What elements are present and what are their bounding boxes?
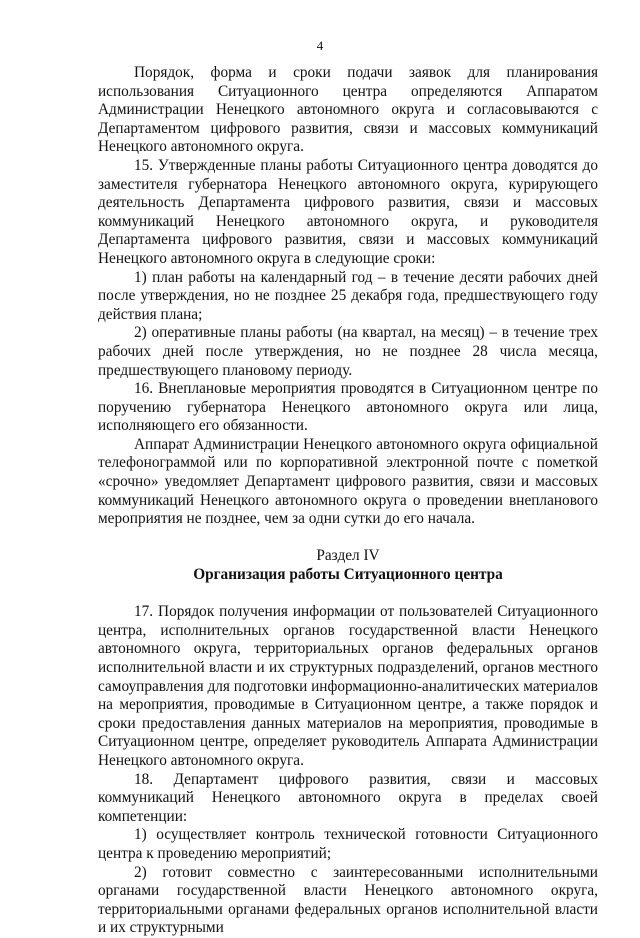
paragraph: Порядок, форма и сроки подачи заявок для планирования использования Ситуационного центра определяются Аппаратом Администрации Ненецкого автономного округа и согласовываются с Департаментом цифрового развития, связи и массовых коммуникаций Ненецкого автономного округа. bbox=[98, 64, 598, 156]
paragraph: 17. Порядок получения информации от пользователей Ситуационного центра, исполнительных органов государственной власти Ненецкого автономного округа, территориальных органов федеральных органов исполнительной власти и их структурных подразделений, органов местного самоуправления для подготовки информационно-аналитических материалов на мероприятия, проводимые в Ситуационном центре, а также порядок и сроки предоставления данных материалов на мероприятия, проводимые в Ситуационном центре, определяет руководитель Аппарата Администрации Ненецкого автономного округа. bbox=[98, 603, 598, 769]
section-title: Организация работы Ситуационного центра bbox=[193, 566, 503, 584]
section-number: Раздел IV bbox=[316, 547, 380, 565]
list-item: 2) готовит совместно с заинтересованными исполнительными органами государственной власти Ненецкого автономного округа, территориальными органами федеральных органов исполнительной власти и их структурными bbox=[98, 863, 598, 937]
section-header bbox=[98, 547, 598, 584]
list-item: 1) осуществляет контроль технической готовности Ситуационного центра к проведению мероприятий; bbox=[98, 826, 598, 862]
paragraph: 18. Департамент цифрового развития, связи и массовых коммуникаций Ненецкого автономного округа в пределах своей компетенции: bbox=[98, 770, 598, 825]
list-item: 2) оперативные планы работы (на квартал, на месяц) – в течение трех рабочих дней после утверждения, но не позднее 28 числа месяца, предшествующего плановому периоду. bbox=[98, 324, 598, 379]
list-item: 1) план работы на календарный год – в течение десяти рабочих дней после утверждения, но не позднее 25 декабря года, предшествующего году действия плана; bbox=[98, 268, 598, 323]
paragraph: 16. Внеплановые мероприятия проводятся в Ситуационном центре по поручению губернатора Ненецкого автономного округа или лица, исполняющего его обязанности. bbox=[98, 380, 598, 435]
paragraph: Аппарат Администрации Ненецкого автономного округа официальной телефонограммой или по корпоративной электронной почте с пометкой «срочно» уведомляет Департамент цифрового развития, связи и массовых коммуникаций Ненецкого автономного округа о проведении внепланового мероприятия не позднее, чем за одни сутки до его начала. bbox=[98, 435, 598, 528]
page-number: 4 bbox=[316, 38, 324, 53]
document-body bbox=[98, 64, 598, 938]
paragraph: 15. Утвержденные планы работы Ситуационного центра доводятся до заместителя губернатора Ненецкого автономного округа, курирующего деятельность Департамента цифрового развития, связи и массовых коммуникаций Ненецкого автономного округа, и руководителя Департамента цифрового развития, связи и массовых коммуникаций Ненецкого автономного округа в следующие сроки: bbox=[98, 156, 598, 267]
